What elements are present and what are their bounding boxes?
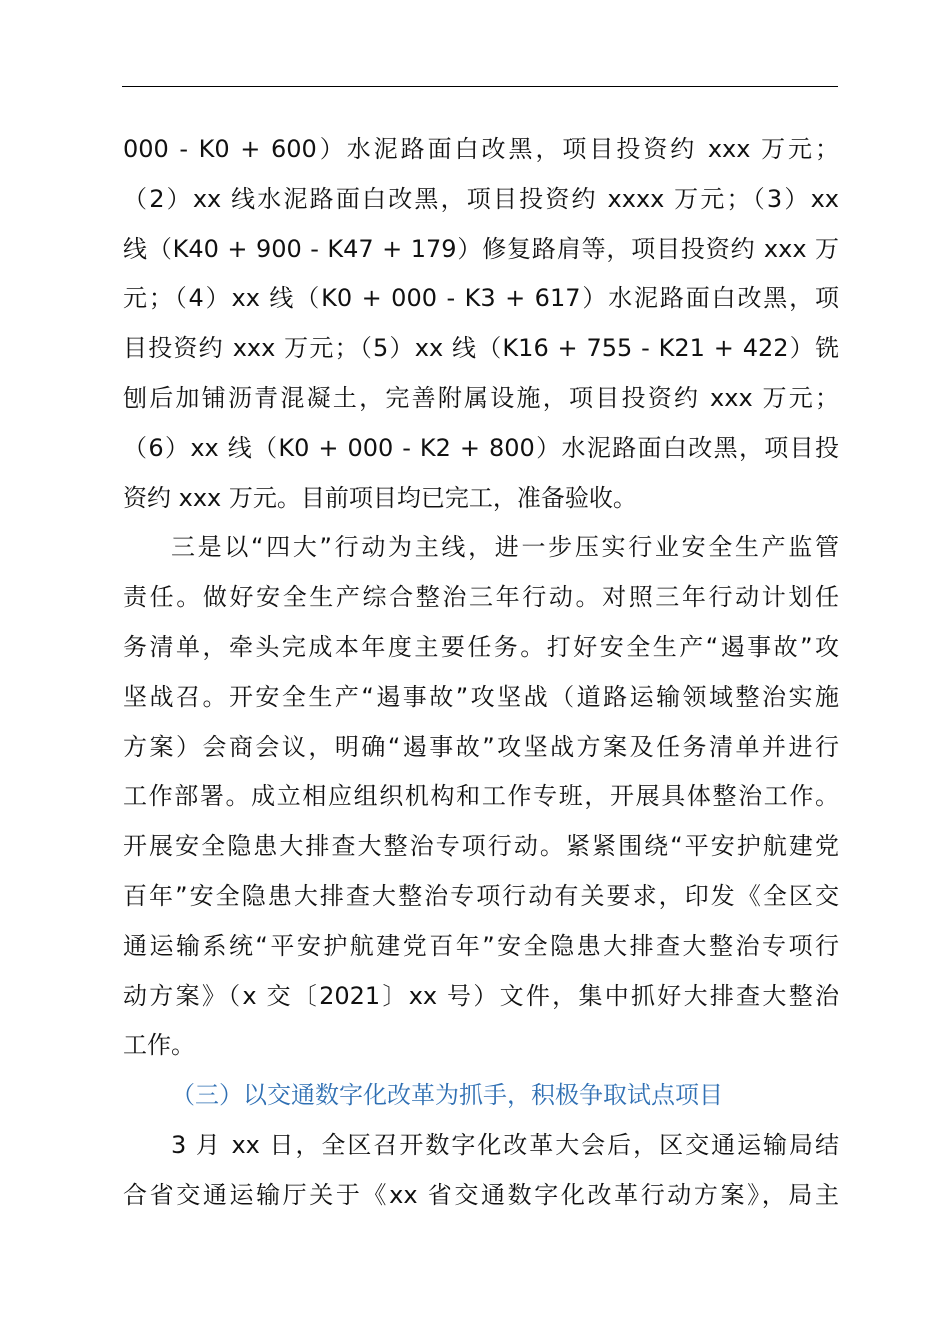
- paragraph-safety-production: [123, 523, 839, 1071]
- text-line: 目投资约 xxx 万元；（5）xx 线（K16 + 755 - K21 + 422）铣: [123, 334, 839, 363]
- header-rule: [122, 86, 838, 87]
- text-line: （2）xx 线水泥路面白改黑，项目投资约 xxxx 万元；（3）xx: [123, 184, 839, 213]
- text-line: 资约 xxx 万元。目前项目均已完工，准备验收。: [123, 483, 637, 512]
- text-line: 通运输系统“平安护航建党百年”安全隐患大排查大整治专项行: [123, 931, 839, 960]
- text-line: 元；（4）xx 线（K0 + 000 - K3 + 617）水泥路面白改黑，项: [123, 284, 839, 313]
- text-line: 000 - K0 + 600）水泥路面白改黑，项目投资约 xxx 万元；: [123, 135, 839, 163]
- text-line: 务清单，牵头完成本年度主要任务。打好安全生产“遏事故”攻: [123, 632, 839, 661]
- text-line: 线（K40 + 900 - K47 + 179）修复路肩等，项目投资约 xxx 万: [123, 234, 839, 263]
- text-line: 合省交通运输厅关于《xx 省交通数字化改革行动方案》，局主: [123, 1180, 839, 1209]
- text-line: （6）xx 线（K0 + 000 - K2 + 800）水泥路面白改黑，项目投: [123, 433, 839, 462]
- paragraph-project-list: [123, 125, 839, 523]
- text-line: 3 月 xx 日，全区召开数字化改革大会后，区交通运输局结: [171, 1130, 839, 1159]
- text-line: 工作。: [123, 1031, 195, 1060]
- text-line: 三是以“四大”行动为主线，进一步压实行业安全生产监管: [171, 533, 839, 562]
- document-body: [123, 125, 839, 1221]
- text-line: 方案）会商会议，明确“遏事故”攻坚战方案及任务清单并进行: [123, 732, 839, 761]
- section-heading: （三）以交通数字化改革为抓手，积极争取试点项目: [171, 1081, 723, 1110]
- text-line: 责任。做好安全生产综合整治三年行动。对照三年行动计划任: [123, 583, 839, 612]
- text-line: 工作部署。成立相应组织机构和工作专班，开展具体整治工作。: [123, 782, 839, 811]
- text-line: 动方案》（x 交〔2021〕xx 号）文件，集中抓好大排查大整治: [123, 981, 839, 1010]
- text-line: 百年”安全隐患大排查大整治专项行动有关要求，印发《全区交: [123, 881, 839, 910]
- text-line: 刨后加铺沥青混凝土，完善附属设施，项目投资约 xxx 万元；: [123, 383, 839, 412]
- paragraph-digital-reform: [123, 1121, 839, 1221]
- text-line: 开展安全隐患大排查大整治专项行动。紧紧围绕“平安护航建党: [123, 832, 839, 861]
- text-line: 坚战召。开安全生产“遏事故”攻坚战（道路运输领域整治实施: [123, 682, 839, 711]
